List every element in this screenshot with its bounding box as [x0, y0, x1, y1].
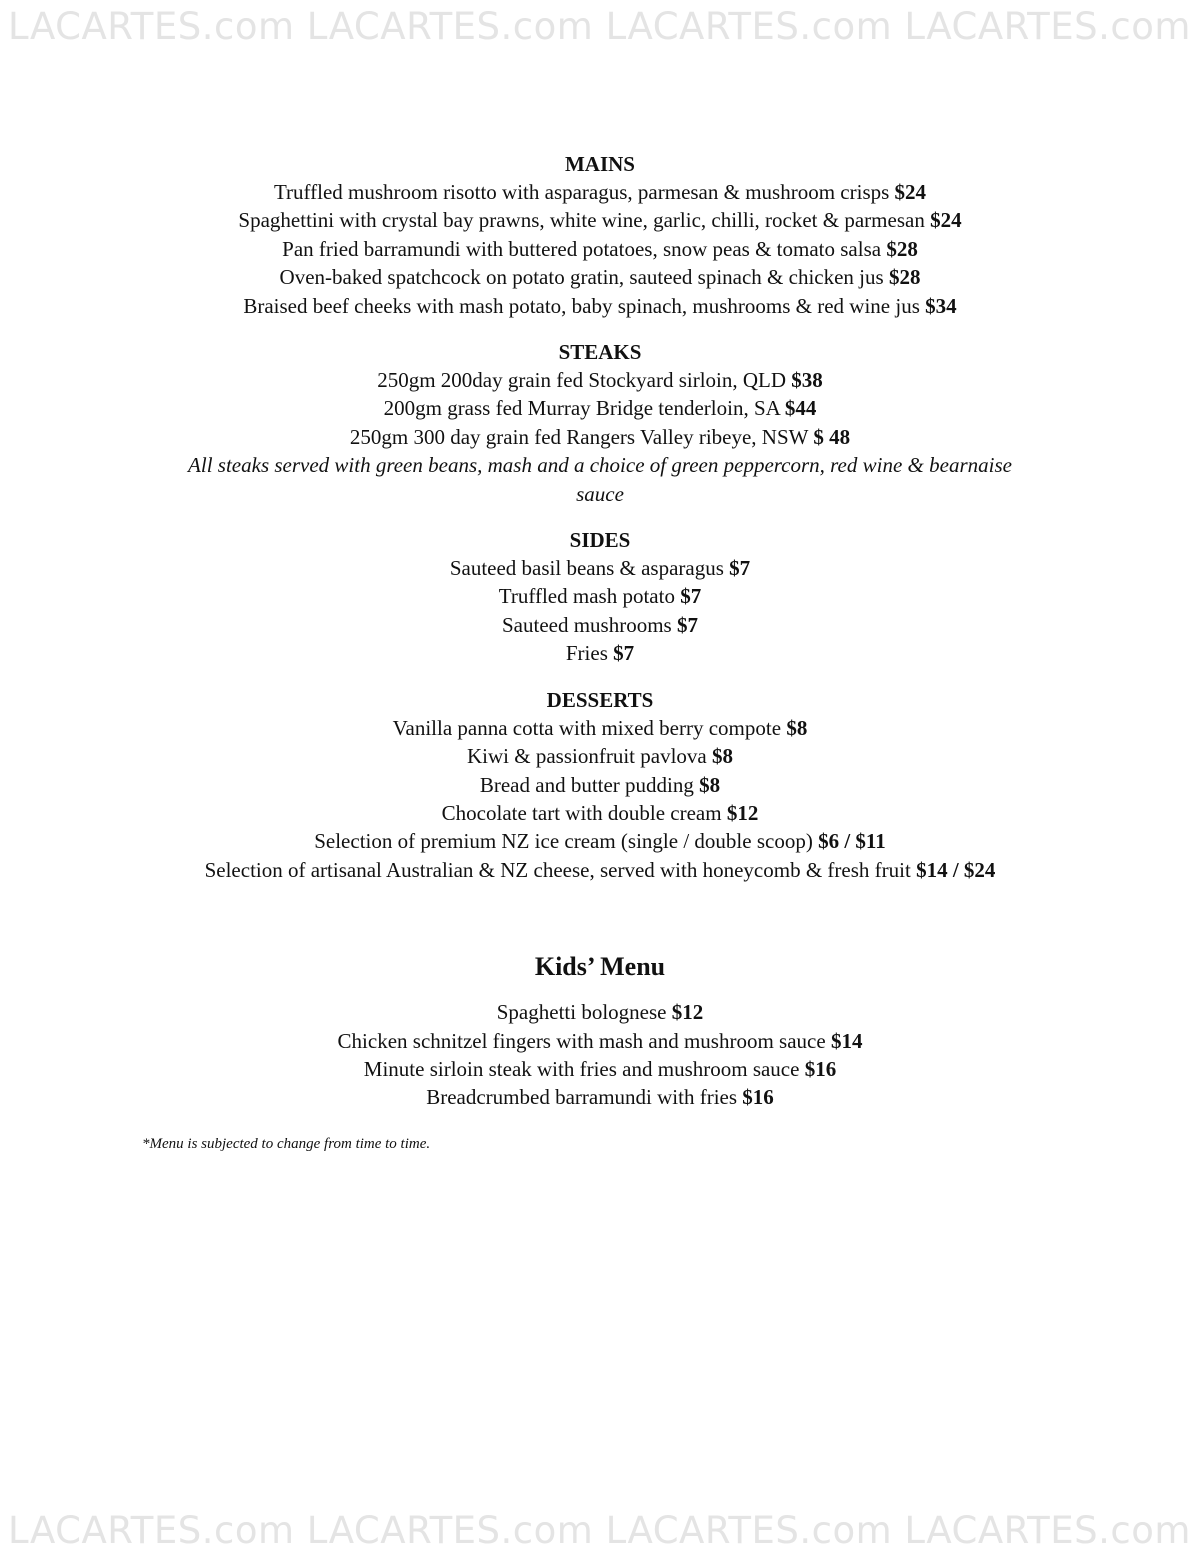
mains-title: MAINS	[564, 152, 635, 176]
menu-page	[0, 150, 1200, 1130]
menu-item	[0, 799, 1200, 827]
item-price: $14 / $24	[916, 857, 996, 882]
item-text: 200gm grass fed Murray Bridge tenderloin, SA	[383, 396, 780, 421]
item-text: 250gm 300 day grain fed Rangers Valley ribeye, NSW	[349, 424, 809, 449]
desserts-title: DESSERTS	[546, 687, 654, 712]
item-price: $8	[786, 715, 808, 740]
item-text: Breadcrumbed barramundi with fries	[426, 1085, 738, 1110]
steaks-section	[0, 338, 1200, 508]
menu-item	[0, 742, 1200, 770]
menu-item	[0, 1055, 1200, 1083]
item-price: $16	[742, 1085, 774, 1110]
item-price: $8	[699, 772, 721, 797]
item-price: $28	[888, 265, 921, 290]
item-text: Spaghetti bolognese	[496, 1000, 667, 1025]
steaks-title: STEAKS	[558, 340, 642, 365]
item-text: Selection of premium NZ ice cream (single / double scoop)	[314, 829, 813, 854]
item-price: $12	[671, 1000, 704, 1025]
menu-item	[0, 714, 1200, 742]
sides-section	[0, 526, 1200, 668]
menu-item	[0, 998, 1200, 1026]
menu-item	[0, 827, 1200, 855]
item-price: $7	[680, 584, 702, 609]
menu-item	[0, 423, 1200, 451]
item-text: Pan fried barramundi with buttered potatoes, snow peas & tomato salsa	[282, 236, 882, 261]
item-text: Chicken schnitzel fingers with mash and mushroom sauce	[337, 1028, 826, 1053]
item-text: Sauteed mushrooms	[502, 612, 672, 637]
item-price: $7	[729, 556, 751, 581]
menu-footnote: *Menu is subjected to change from time to time.	[142, 1136, 431, 1152]
watermark-top: LACARTES.com LACARTES.com LACARTES.com LACARTES.com	[8, 8, 1191, 45]
menu-item	[0, 178, 1200, 206]
item-price: $38	[791, 368, 823, 393]
item-price: $14	[830, 1028, 863, 1053]
item-price: $12	[726, 800, 759, 825]
item-price: $7	[613, 641, 635, 666]
menu-item	[0, 582, 1200, 610]
desserts-section	[0, 686, 1200, 884]
item-price: $24	[930, 208, 962, 233]
item-text: Truffled mushroom risotto with asparagus, parmesan & mushroom crisps	[273, 180, 890, 204]
item-text: Truffled mash potato	[498, 584, 675, 609]
menu-item	[0, 235, 1200, 263]
sides-title: SIDES	[569, 528, 631, 553]
menu-item	[0, 1027, 1200, 1055]
item-text: 250gm 200day grain fed Stockyard sirloin, QLD	[377, 368, 787, 393]
item-text: Minute sirloin steak with fries and mushroom sauce	[363, 1056, 800, 1081]
item-text: Vanilla panna cotta with mixed berry compote	[392, 715, 782, 740]
item-text: Spaghettini with crystal bay prawns, white wine, garlic, chilli, rocket & parmesan	[238, 208, 925, 233]
item-price: $44	[784, 396, 817, 421]
menu-item	[0, 366, 1200, 394]
menu-item	[0, 394, 1200, 422]
item-price: $24	[894, 180, 927, 204]
menu-item	[0, 771, 1200, 799]
menu-item	[0, 1083, 1200, 1111]
item-price: $8	[711, 744, 733, 769]
item-price: $34	[925, 293, 957, 318]
item-price: $7	[676, 612, 698, 637]
item-text: Sauteed basil beans & asparagus	[449, 556, 724, 581]
menu-item	[0, 639, 1200, 667]
item-text: Kiwi & passionfruit pavlova	[467, 744, 707, 769]
menu-item	[0, 206, 1200, 234]
item-price: $16	[804, 1056, 837, 1081]
kids-section	[0, 950, 1200, 1112]
item-text: Bread and butter pudding	[479, 772, 694, 797]
steaks-note: All steaks served with green beans, mash and a choice of green peppercorn, red wine & bearnaise sauce	[188, 453, 1012, 506]
item-price: $ 48	[813, 424, 851, 449]
item-text: Fries	[565, 641, 608, 666]
item-text: Oven-baked spatchcock on potato gratin, sauteed spinach & chicken jus	[279, 265, 884, 290]
menu-item	[0, 856, 1200, 884]
item-text: Selection of artisanal Australian & NZ cheese, served with honeycomb & fresh fruit	[204, 857, 911, 882]
menu-item	[0, 292, 1200, 320]
item-price: $28	[886, 236, 918, 261]
watermark-bottom: LACARTES.com LACARTES.com LACARTES.com LACARTES.com	[8, 1512, 1191, 1549]
mains-section	[0, 150, 1200, 320]
menu-item	[0, 611, 1200, 639]
item-price: $6 / $11	[818, 829, 886, 854]
item-text: Chocolate tart with double cream	[441, 800, 722, 825]
menu-item	[0, 554, 1200, 582]
kids-title: Kids’ Menu	[534, 952, 666, 982]
menu-item	[0, 263, 1200, 291]
item-text: Braised beef cheeks with mash potato, baby spinach, mushrooms & red wine jus	[243, 293, 920, 318]
